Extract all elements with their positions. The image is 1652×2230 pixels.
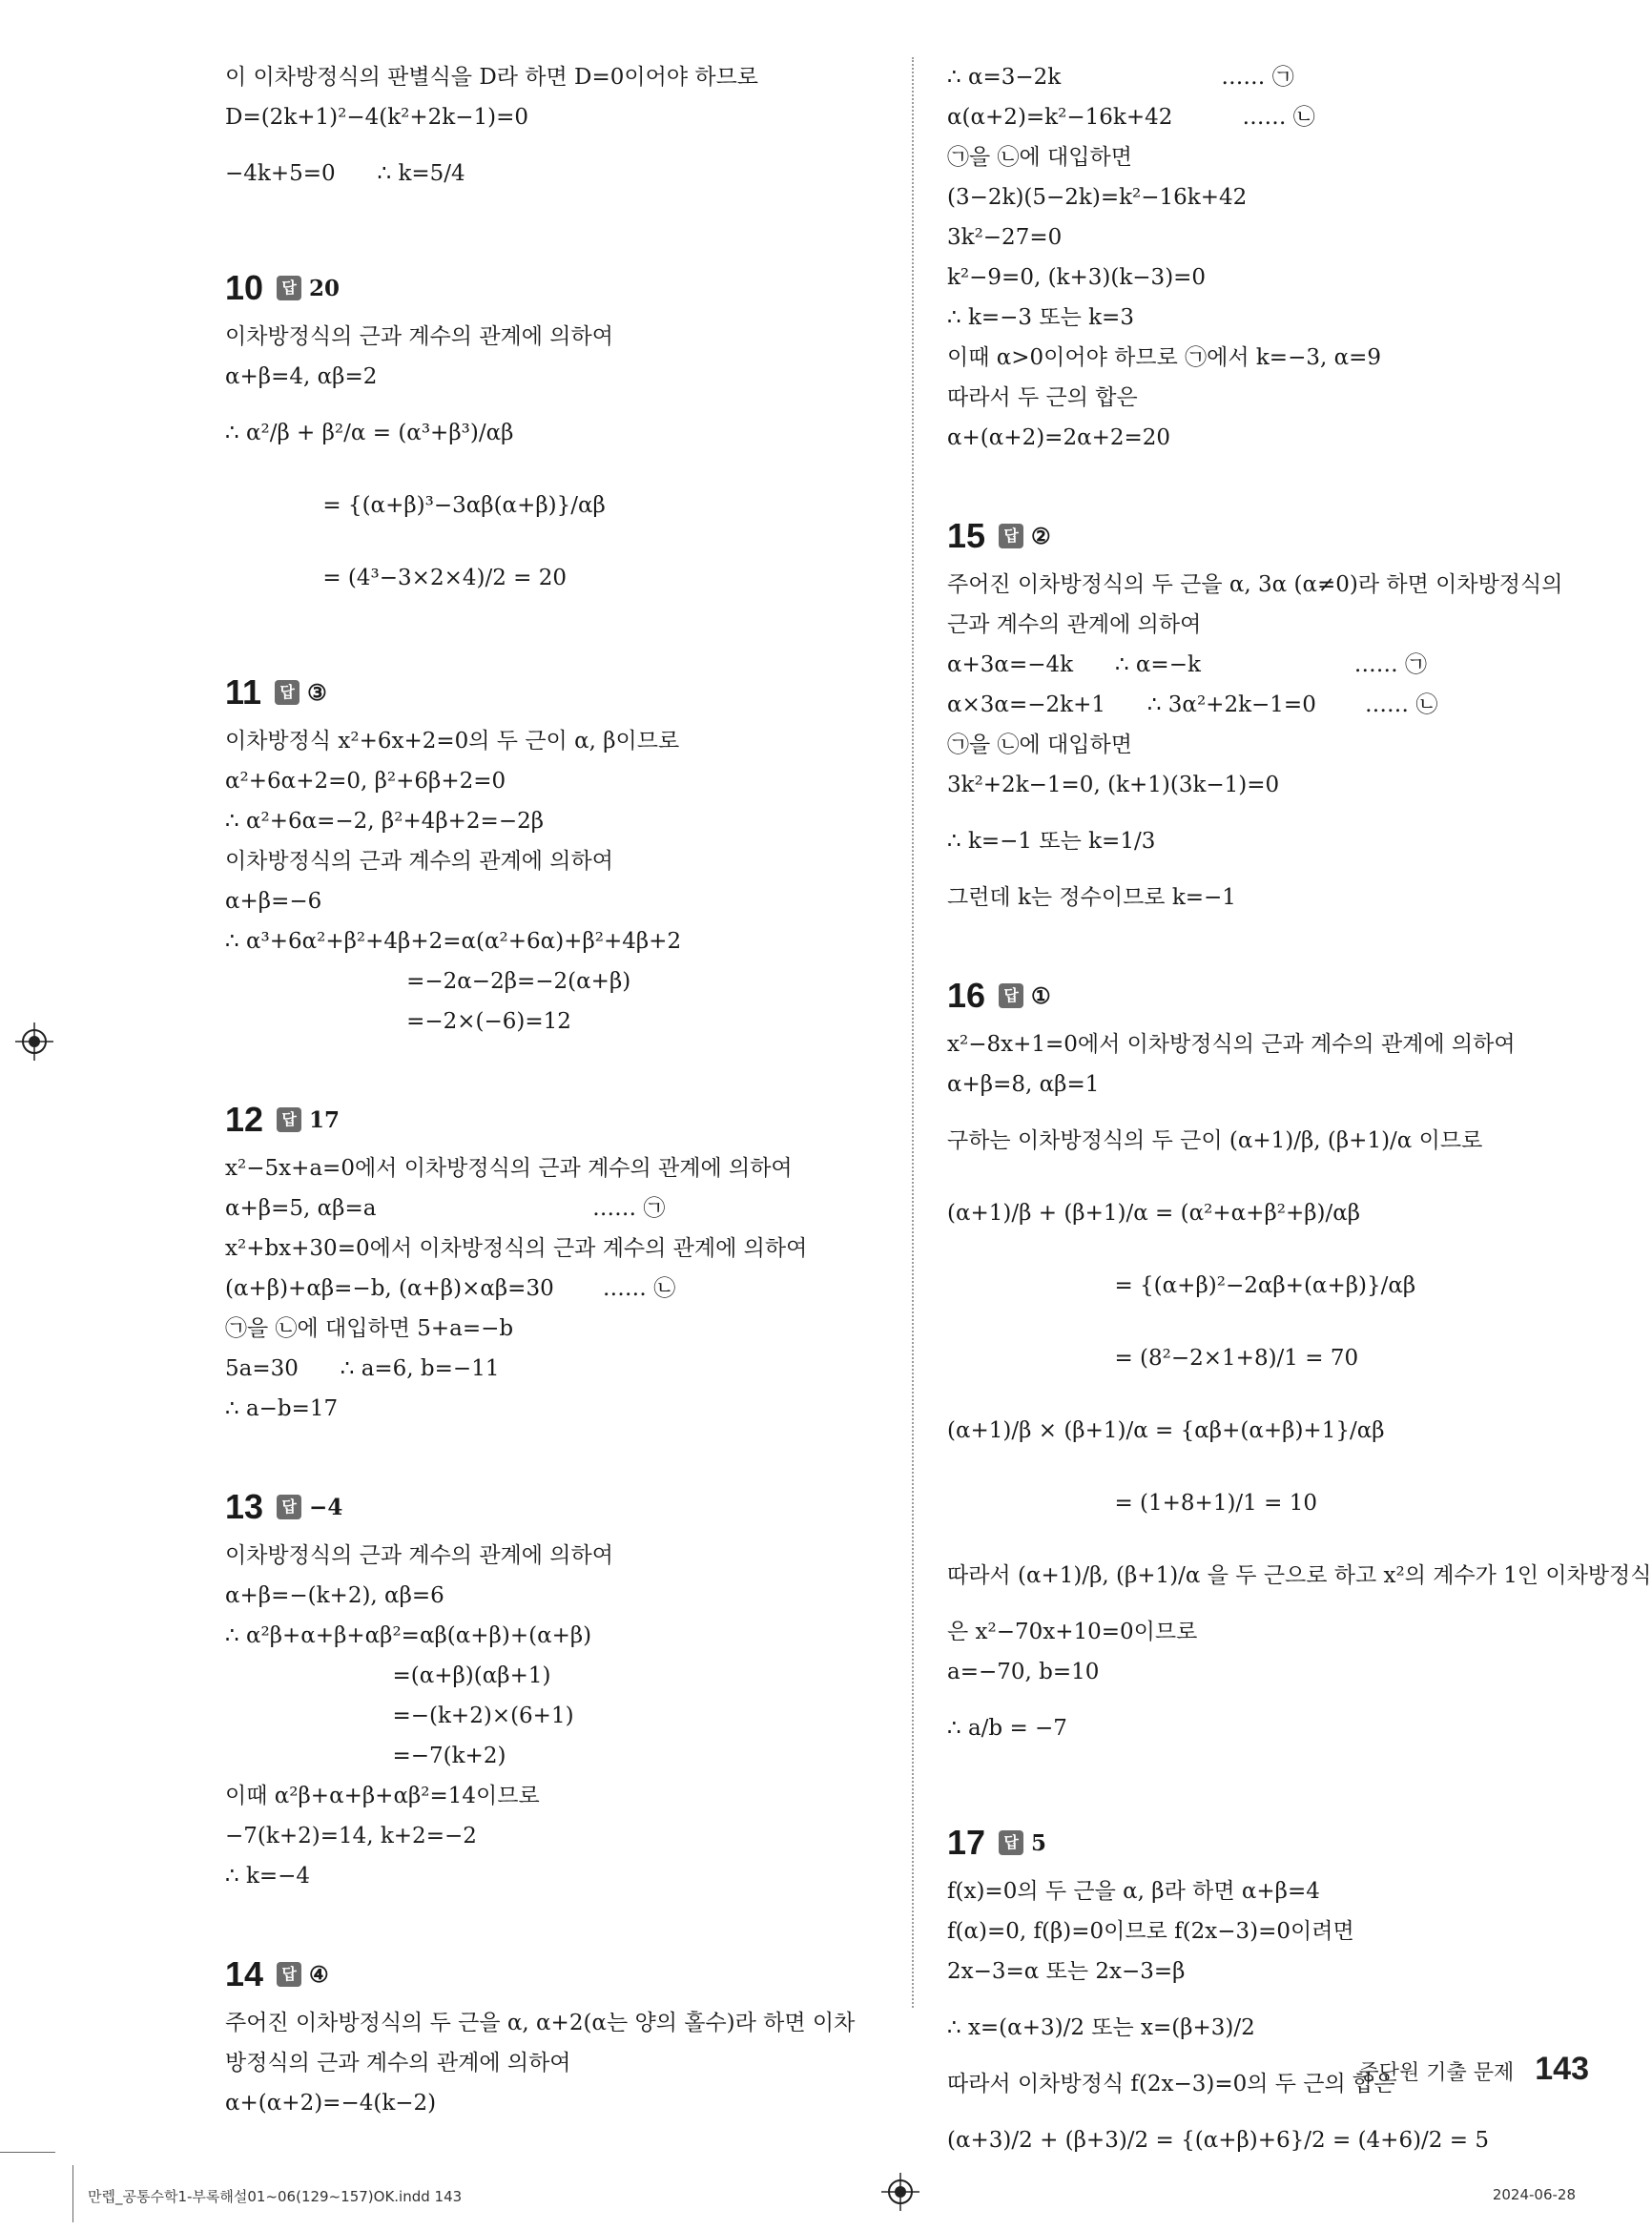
solution-line: ㉠을 ㉡에 대입하면 5+a=−b (225, 1316, 514, 1341)
solution-line: 은 x²−70x+10=0이므로 (947, 1620, 1198, 1644)
section-gap (225, 210, 883, 254)
equation-line: = {(α+β)³−3αβ(α+β)}/αβ (225, 493, 606, 518)
solution-line: α+β=4, αβ=2 (225, 364, 378, 389)
problem-header (947, 967, 1605, 1024)
answer-badge: 답 (277, 1495, 301, 1519)
equation-line: (α+3)/2 + (β+3)/2 = {(α+β)+6}/2 = (4+6)/2 = 5 (947, 2128, 1489, 2153)
solution-line: α(α+2)=k²−16k+42 …… ㉡ (947, 105, 1315, 130)
solution-line: ∴ α=3−2k …… ㉠ (947, 65, 1294, 90)
solution-line: ∴ a−b=17 (225, 1396, 339, 1421)
equation-line: (α+1)/β + (β+1)/α = (α²+α+β²+β)/αβ (947, 1201, 1361, 1226)
answer-value: ① (1031, 982, 1051, 1009)
left-column (225, 57, 883, 2123)
answer-badge: 답 (277, 1107, 301, 1132)
registration-mark-icon (881, 2173, 919, 2211)
solution-line: 이차방정식의 근과 계수의 관계에 의하여 (225, 849, 613, 874)
equation-line: 따라서 (α+1)/β, (β+1)/α 을 두 근으로 하고 x²의 계수가 1인 이차방정식 (947, 1563, 1652, 1588)
problem-header (947, 1814, 1605, 1871)
answer-badge: 답 (277, 1962, 301, 1987)
section-gap (947, 1765, 1605, 1808)
equation-line: ∴ α²/β + β²/α = (α³+β³)/αβ (225, 421, 514, 445)
solution-line: x²+bx+30=0에서 이차방정식의 근과 계수의 관계에 의하여 (225, 1236, 808, 1261)
solution-line: =−(k+2)×(6+1) (225, 1703, 574, 1728)
solution-line: α+3α=−4k ∴ α=−k …… ㉠ (947, 652, 1428, 677)
problem-header (947, 507, 1605, 565)
solution-line: 이때 α²β+α+β+αβ²=14이므로 (225, 1784, 540, 1808)
equation-line: (α+1)/β × (β+1)/α = {αβ+(α+β)+1}/αβ (947, 1418, 1385, 1443)
solution-line: 방정식의 근과 계수의 관계에 의하여 (225, 2051, 571, 2075)
problem-number: 12 (225, 1100, 264, 1139)
problem-number: 17 (947, 1823, 986, 1862)
equation-line: = {(α+β)²−2αβ+(α+β)}/αβ (947, 1273, 1416, 1298)
solution-line: ∴ α²β+α+β+αβ²=αβ(α+β)+(α+β) (225, 1623, 592, 1648)
right-column (947, 57, 1652, 2177)
solution-line: =−2×(−6)=12 (225, 1009, 571, 1034)
print-date: 2024-06-28 (1492, 2186, 1576, 2203)
answer-badge: 답 (275, 680, 299, 705)
file-slug: 만렙_공통수학1-부록해설01~06(129~157)OK.indd 143 (88, 2188, 463, 2205)
answer-value: 20 (309, 275, 341, 301)
solution-line: 근과 계수의 관계에 의하여 (947, 612, 1202, 637)
solution-line: α×3α=−2k+1 ∴ 3α²+2k−1=0 …… ㉡ (947, 692, 1438, 717)
answer-badge: 답 (277, 276, 301, 300)
solution-line: 2x−3=α 또는 2x−3=β (947, 1959, 1186, 1984)
solution-line: =(α+β)(αβ+1) (225, 1663, 551, 1688)
solution-line: D=(2k+1)²−4(k²+2k−1)=0 (225, 105, 529, 130)
solution-line: =−2α−2β=−2(α+β) (225, 969, 631, 994)
section-title: 중단원 기출 문제 (1358, 2061, 1515, 2085)
solution-line: 이차방정식 x²+6x+2=0의 두 근이 α, β이므로 (225, 729, 680, 754)
problem-number: 16 (947, 976, 986, 1015)
problem-header (225, 1091, 883, 1148)
solution-line: 따라서 두 근의 합은 (947, 385, 1138, 410)
registration-mark-icon (15, 1022, 53, 1061)
equation-line: = (8²−2×1+8)/1 = 70 (947, 1346, 1359, 1371)
answer-badge: 답 (999, 983, 1023, 1008)
solution-line: ∴ k=−4 (225, 1864, 311, 1889)
problem-header (225, 259, 883, 317)
solution-line: α+β=−6 (225, 889, 322, 914)
solution-line: −7(k+2)=14, k+2=−2 (225, 1824, 477, 1848)
solution-line: 3k²+2k−1=0, (k+1)(3k−1)=0 (947, 773, 1280, 797)
solution-line: 이때 α>0이어야 하므로 ㉠에서 k=−3, α=9 (947, 345, 1382, 370)
crop-mark (72, 2165, 73, 2222)
solution-line: α+(α+2)=2α+2=20 (947, 425, 1171, 450)
section-gap (947, 918, 1605, 961)
problem-header (225, 664, 883, 721)
solution-line: α+β=−(k+2), αβ=6 (225, 1583, 444, 1608)
problem-number: 13 (225, 1487, 264, 1526)
section-gap (225, 1429, 883, 1473)
section-gap (225, 614, 883, 658)
page-number: 143 (1535, 2051, 1589, 2087)
problem-number: 10 (225, 268, 264, 307)
solution-line: x²−5x+a=0에서 이차방정식의 근과 계수의 관계에 의하여 (225, 1156, 793, 1181)
solution-line: ㉠을 ㉡에 대입하면 (947, 733, 1132, 757)
solution-line: α+(α+2)=−4(k−2) (225, 2091, 437, 2116)
solution-line: 이 이차방정식의 판별식을 D라 하면 D=0이어야 하므로 (225, 65, 759, 90)
solution-line: 이차방정식의 근과 계수의 관계에 의하여 (225, 324, 613, 349)
solution-line: x²−8x+1=0에서 이차방정식의 근과 계수의 관계에 의하여 (947, 1032, 1516, 1057)
problem-header (225, 1478, 883, 1536)
answer-value: −4 (309, 1494, 343, 1520)
solution-line: 3k²−27=0 (947, 225, 1063, 250)
solution-line: =−7(k+2) (225, 1744, 506, 1768)
answer-value: ③ (307, 679, 327, 706)
solution-line: ∴ α²+6α=−2, β²+4β+2=−2β (225, 809, 545, 834)
solution-line: f(x)=0의 두 근을 α, β라 하면 α+β=4 (947, 1879, 1320, 1904)
problem-header (225, 1946, 883, 2003)
page-footer (1359, 2051, 1590, 2088)
solution-line: (α+β)+αβ=−b, (α+β)×αβ=30 …… ㉡ (225, 1276, 676, 1301)
section-gap (225, 1042, 883, 1085)
solution-line: α²+6α+2=0, β²+6β+2=0 (225, 769, 506, 794)
equation-line: = (4³−3×2×4)/2 = 20 (225, 566, 567, 590)
equation-line: ∴ a/b = −7 (947, 1716, 1067, 1741)
solution-line: α+β=5, αβ=a …… ㉠ (225, 1196, 666, 1221)
equation-line: = (1+8+1)/1 = 10 (947, 1491, 1317, 1516)
equation-line: ∴ k=−1 또는 k=1/3 (947, 829, 1156, 854)
answer-badge: 답 (999, 1830, 1023, 1855)
answer-value: ④ (309, 1961, 329, 1988)
equation-line: −4k+5=0 ∴ k=5/4 (225, 161, 465, 186)
solution-line: 주어진 이차방정식의 두 근을 α, α+2(α는 양의 홀수)라 하면 이차 (225, 2011, 856, 2035)
solution-line: ∴ k=−3 또는 k=3 (947, 305, 1134, 330)
answer-value: 5 (1031, 1829, 1047, 1856)
solution-line: k²−9=0, (k+3)(k−3)=0 (947, 265, 1207, 290)
answer-value: ② (1031, 523, 1051, 549)
answer-value: 17 (309, 1106, 341, 1133)
problem-number: 11 (225, 672, 262, 712)
solution-line: (3−2k)(5−2k)=k²−16k+42 (947, 185, 1248, 210)
section-gap (947, 458, 1605, 502)
section-gap (225, 1896, 883, 1940)
problem-number: 15 (947, 516, 986, 555)
solution-line: 따라서 이차방정식 f(2x−3)=0의 두 근의 합은 (947, 2072, 1395, 2096)
answer-badge: 답 (999, 524, 1023, 548)
solution-line: 그런데 k는 정수이므로 k=−1 (947, 885, 1236, 910)
solution-line: 이차방정식의 근과 계수의 관계에 의하여 (225, 1543, 613, 1568)
solution-line: f(α)=0, f(β)=0이므로 f(2x−3)=0이려면 (947, 1919, 1354, 1944)
equation-line: 구하는 이차방정식의 두 근이 (α+1)/β, (β+1)/α 이므로 (947, 1128, 1483, 1153)
column-divider (912, 57, 914, 2008)
solution-line: a=−70, b=10 (947, 1660, 1100, 1684)
solution-line: ㉠을 ㉡에 대입하면 (947, 145, 1132, 170)
solution-line: α+β=8, αβ=1 (947, 1072, 1100, 1097)
solution-line: 5a=30 ∴ a=6, b=−11 (225, 1356, 500, 1381)
solution-line: 주어진 이차방정식의 두 근을 α, 3α (α≠0)라 하면 이차방정식의 (947, 572, 1563, 597)
crop-mark (0, 2152, 55, 2153)
equation-line: ∴ x=(α+3)/2 또는 x=(β+3)/2 (947, 2015, 1255, 2040)
solution-line: ∴ α³+6α²+β²+4β+2=α(α²+6α)+β²+4β+2 (225, 929, 682, 954)
problem-number: 14 (225, 1954, 264, 1993)
